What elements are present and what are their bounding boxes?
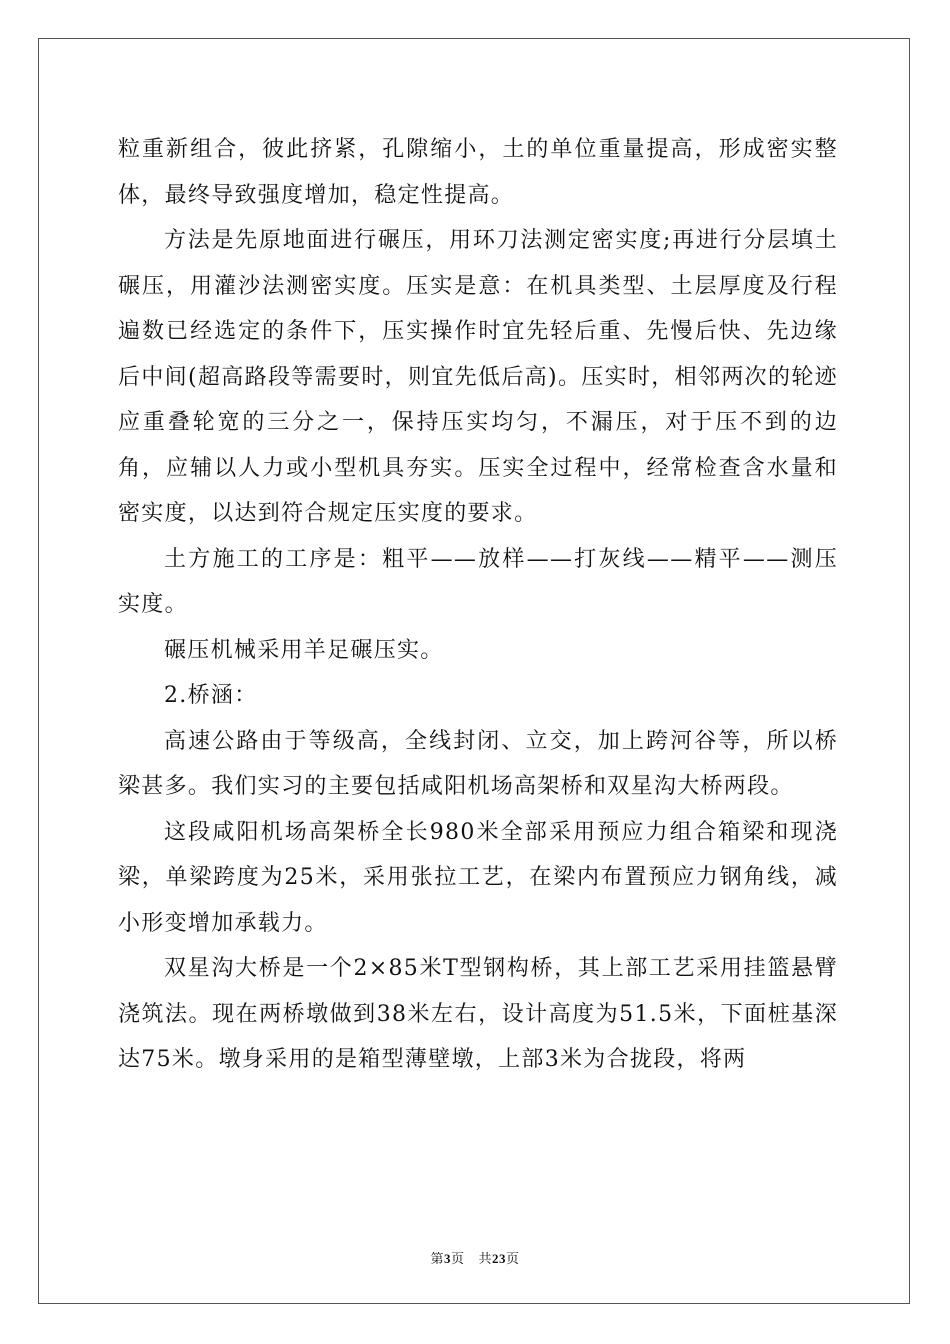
page-footer [0, 1248, 950, 1267]
paragraph: 土方施工的工序是：粗平——放样——打灰线——精平——测压实度。 [118, 546, 838, 617]
document-body [118, 127, 838, 1083]
paragraph: 这段咸阳机场高架桥全长980米全部采用预应力组合箱梁和现浇梁，单梁跨度为25米，采用张拉工艺，在梁内布置预应力钢角线，减小形变增加承载力。 [118, 819, 838, 936]
page-number: 3 [444, 1251, 452, 1266]
total-suffix: 页 [505, 1252, 520, 1267]
paragraph: 双星沟大桥是一个2×85米T型钢构桥，其上部工艺采用挂篮悬臂浇筑法。现在两桥墩做到38米左右，设计高度为51.5米，下面桩基深达75米。墩身采用的是箱型薄壁墩，上部3米为合拢段，将两 [118, 956, 838, 1072]
paragraph: 粒重新组合，彼此挤紧，孔隙缩小，土的单位重量提高，形成密实整体，最终导致强度增加，稳定性提高。 [118, 137, 838, 208]
paragraph: 方法是先原地面进行碾压，用环刀法测定密实度;再进行分层填土碾压，用灌沙法测密实度。压实是意：在机具类型、土层厚度及行程遍数已经选定的条件下，压实操作时宜先轻后重、先慢后快、先边缘后中间(超高路段等需要时，则宜先低后高)。压实时，相邻两次的轮迹应重叠轮宽的三分之一，保持压实均匀，不漏压，对于压不到的边角，应辅以人力或小型机具夯实。压实全过程中，经常检查含水量和密实度，以达到符合规定压实度的要求。 [118, 228, 838, 526]
page-prefix: 第 [430, 1252, 445, 1267]
paragraph: 高速公路由于等级高，全线封闭、立交，加上跨河谷等，所以桥梁甚多。我们实习的主要包括咸阳机场高架桥和双星沟大桥两段。 [118, 728, 838, 799]
paragraph: 碾压机械采用羊足碾压实。 [164, 637, 444, 663]
total-prefix: 共 [478, 1252, 492, 1267]
total-pages: 23 [491, 1251, 506, 1266]
section-heading: 2.桥涵： [164, 683, 258, 708]
page-suffix: 页 [451, 1252, 465, 1267]
